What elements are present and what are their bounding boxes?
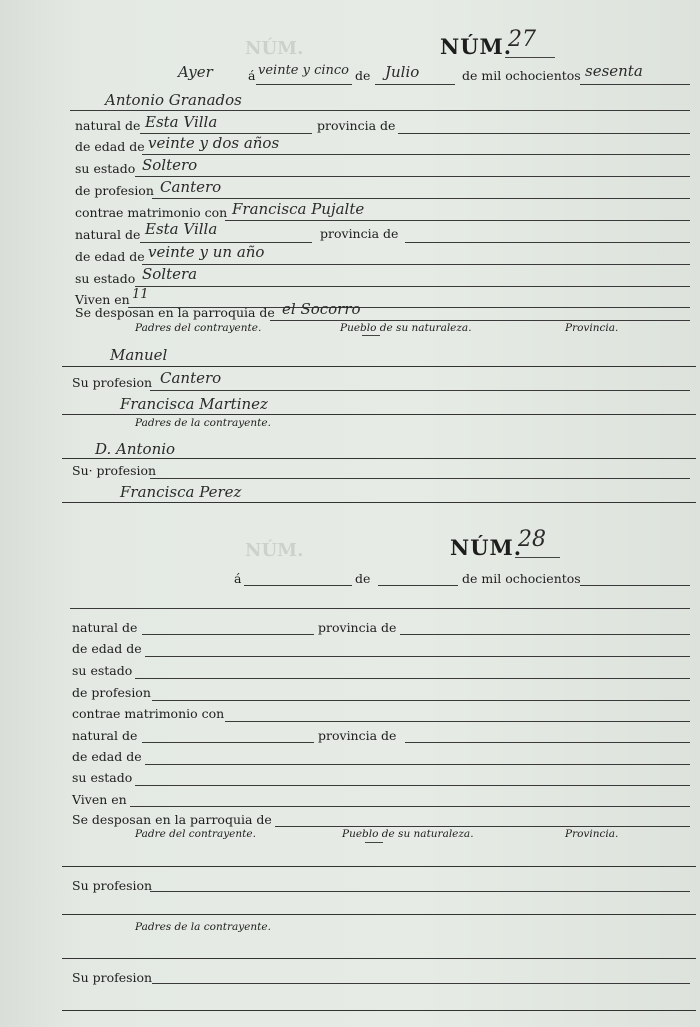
hw-groom-age: veinte y dos años [148, 134, 280, 152]
label-provincia: provincia de [318, 620, 397, 635]
label-provincia: provincia de [317, 118, 396, 133]
hw-day: veinte y cinco [258, 63, 350, 78]
label-parroquia: Se desposan en la parroquia de [72, 812, 272, 827]
label-su-profesion: Su profesion [72, 878, 153, 893]
hw-groom-origin: Esta Villa [145, 113, 218, 131]
label-provincia: provincia de [320, 226, 399, 241]
entry-number-label: NÚM. [440, 34, 513, 59]
label-edad: de edad de [75, 249, 145, 264]
label-estado: su estado [75, 161, 136, 176]
label-contrae: contrae matrimonio con [72, 706, 225, 721]
label-year: de mil ochocientos [462, 571, 581, 586]
hw-groom-father-profession: Cantero [160, 369, 222, 387]
hw-groom-status: Soltero [142, 156, 198, 174]
label-a: á [234, 571, 242, 586]
label-su-profesion: Su profesion [72, 375, 153, 390]
label-contrae: contrae matrimonio con [75, 205, 228, 220]
hw-year: sesenta [585, 62, 643, 80]
bleed-through-number: NÚM. [245, 38, 304, 59]
caption-padres-f: Padres de la contrayente. [135, 921, 271, 933]
label-natural: natural de [75, 227, 141, 242]
hw-month: Julio [385, 63, 420, 81]
hw-bride-mother: Francisca Perez [120, 483, 242, 501]
hw-bride-status: Soltera [142, 265, 198, 283]
label-profesion: de profesion [75, 183, 154, 198]
caption-padres: Padres del contrayente. [135, 322, 262, 334]
hw-groom-father: Manuel [110, 346, 168, 364]
hw-groom-mother: Francisca Martinez [120, 395, 268, 413]
hw-bride-age: veinte y un año [148, 243, 265, 261]
entry-number-handwritten: 28 [518, 527, 546, 552]
label-su-profesion: Su· profesion [72, 463, 157, 478]
label-natural: natural de [75, 118, 141, 133]
bleed-through-number: NÚM. [245, 540, 304, 561]
caption-provincia: Provincia. [565, 322, 619, 334]
caption-pueblo: Pueblo de su naturaleza. [342, 828, 474, 840]
caption-provincia: Provincia. [565, 828, 619, 840]
hw-bride-origin: Esta Villa [145, 220, 218, 238]
caption-pueblo: Pueblo de su naturaleza. [340, 322, 472, 334]
label-edad: de edad de [72, 641, 142, 656]
label-viven: Viven en [75, 292, 130, 307]
label-de: de [355, 571, 371, 586]
entry-number-label: NÚM. [450, 535, 523, 560]
label-natural: natural de [72, 728, 138, 743]
hw-parish: el Socorro [282, 300, 361, 318]
entry-number-handwritten: 27 [508, 27, 536, 52]
label-estado: su estado [72, 770, 133, 785]
hw-prefix: Ayer [178, 63, 213, 81]
label-su-profesion: Su profesion [72, 970, 153, 985]
label-parroquia: Se desposan en la parroquia de [75, 305, 275, 320]
label-de: de [355, 68, 371, 83]
label-profesion: de profesion [72, 685, 151, 700]
label-estado: su estado [75, 271, 136, 286]
hw-bride-name: Francisca Pujalte [232, 200, 365, 218]
label-edad: de edad de [75, 139, 145, 154]
hw-residence: 11 [132, 287, 149, 302]
caption-padre: Padre del contrayente. [135, 828, 256, 840]
hw-groom-profession: Cantero [160, 178, 222, 196]
hw-groom-name: Antonio Granados [105, 91, 242, 109]
label-edad: de edad de [72, 749, 142, 764]
label-natural: natural de [72, 620, 138, 635]
label-year: de mil ochocientos [462, 68, 581, 83]
hw-bride-father: D. Antonio [95, 440, 176, 458]
label-viven: Viven en [72, 792, 127, 807]
caption-padres-f: Padres de la contrayente. [135, 417, 271, 429]
label-provincia: provincia de [318, 728, 397, 743]
label-a: á [248, 68, 256, 83]
label-estado: su estado [72, 663, 133, 678]
